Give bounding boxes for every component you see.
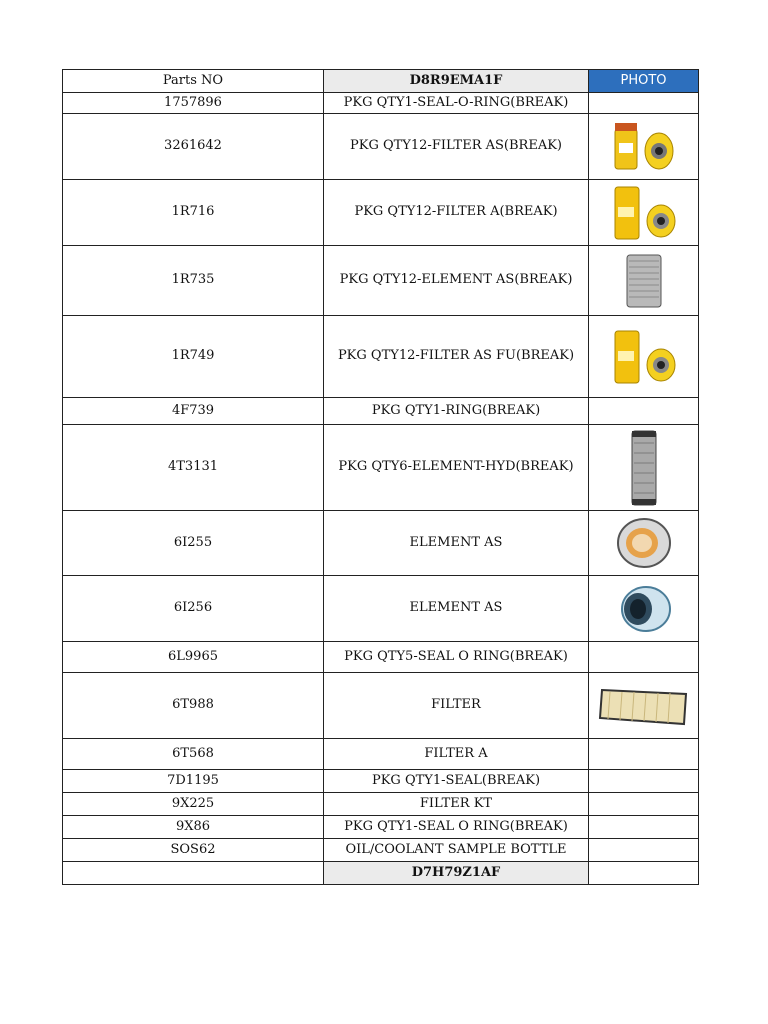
part-number: 7D1195	[63, 770, 324, 793]
table-row	[63, 816, 699, 839]
table-row	[63, 739, 699, 770]
part-number: 4F739	[63, 398, 324, 425]
part-photo	[589, 673, 699, 739]
air-filter-orange-icon	[589, 515, 698, 571]
part-description: PKG QTY1-SEAL(BREAK)	[324, 770, 589, 793]
part-number: 3261642	[63, 114, 324, 180]
part-number: 6T568	[63, 739, 324, 770]
air-filter-blue-icon	[589, 581, 698, 637]
part-description: ELEMENT AS	[324, 576, 589, 642]
part-photo	[589, 576, 699, 642]
part-photo	[589, 511, 699, 576]
table-row	[63, 576, 699, 642]
cylinder-element-icon	[589, 251, 698, 311]
part-photo	[589, 816, 699, 839]
table-row	[63, 862, 699, 885]
part-photo	[589, 398, 699, 425]
part-description: PKG QTY5-SEAL O RING(BREAK)	[324, 642, 589, 673]
part-description: PKG QTY12-FILTER AS(BREAK)	[324, 114, 589, 180]
part-description: PKG QTY12-ELEMENT AS(BREAK)	[324, 246, 589, 316]
part-number: 6L9965	[63, 642, 324, 673]
table-row	[63, 114, 699, 180]
table-row	[63, 770, 699, 793]
part-photo	[589, 642, 699, 673]
part-number: 4T3131	[63, 425, 324, 511]
part-description: PKG QTY1-RING(BREAK)	[324, 398, 589, 425]
part-number: 6T988	[63, 673, 324, 739]
part-photo	[589, 246, 699, 316]
part-photo	[589, 180, 699, 246]
part-description: ELEMENT AS	[324, 511, 589, 576]
table-row	[63, 511, 699, 576]
part-description: PKG QTY12-FILTER AS FU(BREAK)	[324, 316, 589, 398]
table-row	[63, 398, 699, 425]
part-description: PKG QTY6-ELEMENT-HYD(BREAK)	[324, 425, 589, 511]
part-number: 1757896	[63, 93, 324, 114]
part-photo	[589, 862, 699, 885]
oil-filter-pair-icon	[589, 183, 698, 243]
parts-table	[62, 69, 699, 885]
table-row	[63, 93, 699, 114]
table-row	[63, 180, 699, 246]
part-photo	[589, 839, 699, 862]
part-description: FILTER A	[324, 739, 589, 770]
part-number: 9X86	[63, 816, 324, 839]
part-photo	[589, 770, 699, 793]
part-photo	[589, 114, 699, 180]
header-row	[63, 70, 699, 93]
part-photo	[589, 739, 699, 770]
part-photo	[589, 316, 699, 398]
part-number: 9X225	[63, 793, 324, 816]
part-photo	[589, 93, 699, 114]
part-number: 1R716	[63, 180, 324, 246]
table-row	[63, 246, 699, 316]
header-photo: PHOTO	[589, 70, 699, 93]
table-row	[63, 793, 699, 816]
table-row	[63, 673, 699, 739]
table-row	[63, 642, 699, 673]
table-row	[63, 425, 699, 511]
header-model: D8R9EMA1F	[324, 70, 589, 93]
part-photo	[589, 425, 699, 511]
part-description: FILTER	[324, 673, 589, 739]
table-row	[63, 839, 699, 862]
part-number: 1R735	[63, 246, 324, 316]
part-description: PKG QTY1-SEAL-O-RING(BREAK)	[324, 93, 589, 114]
fuel-filter-pair-icon	[589, 119, 698, 175]
part-number: 6I255	[63, 511, 324, 576]
part-description: OIL/COOLANT SAMPLE BOTTLE	[324, 839, 589, 862]
part-description: FILTER KT	[324, 793, 589, 816]
panel-filter-icon	[589, 684, 698, 728]
oil-filter-pair-icon	[589, 327, 698, 387]
tall-element-icon	[589, 429, 698, 507]
model-label: D7H79Z1AF	[324, 862, 589, 885]
part-photo	[589, 793, 699, 816]
part-description: PKG QTY12-FILTER A(BREAK)	[324, 180, 589, 246]
part-number	[63, 862, 324, 885]
part-number: SOS62	[63, 839, 324, 862]
table-row	[63, 316, 699, 398]
part-number: 6I256	[63, 576, 324, 642]
part-number: 1R749	[63, 316, 324, 398]
header-parts-no: Parts NO	[63, 70, 324, 93]
part-description: PKG QTY1-SEAL O RING(BREAK)	[324, 816, 589, 839]
